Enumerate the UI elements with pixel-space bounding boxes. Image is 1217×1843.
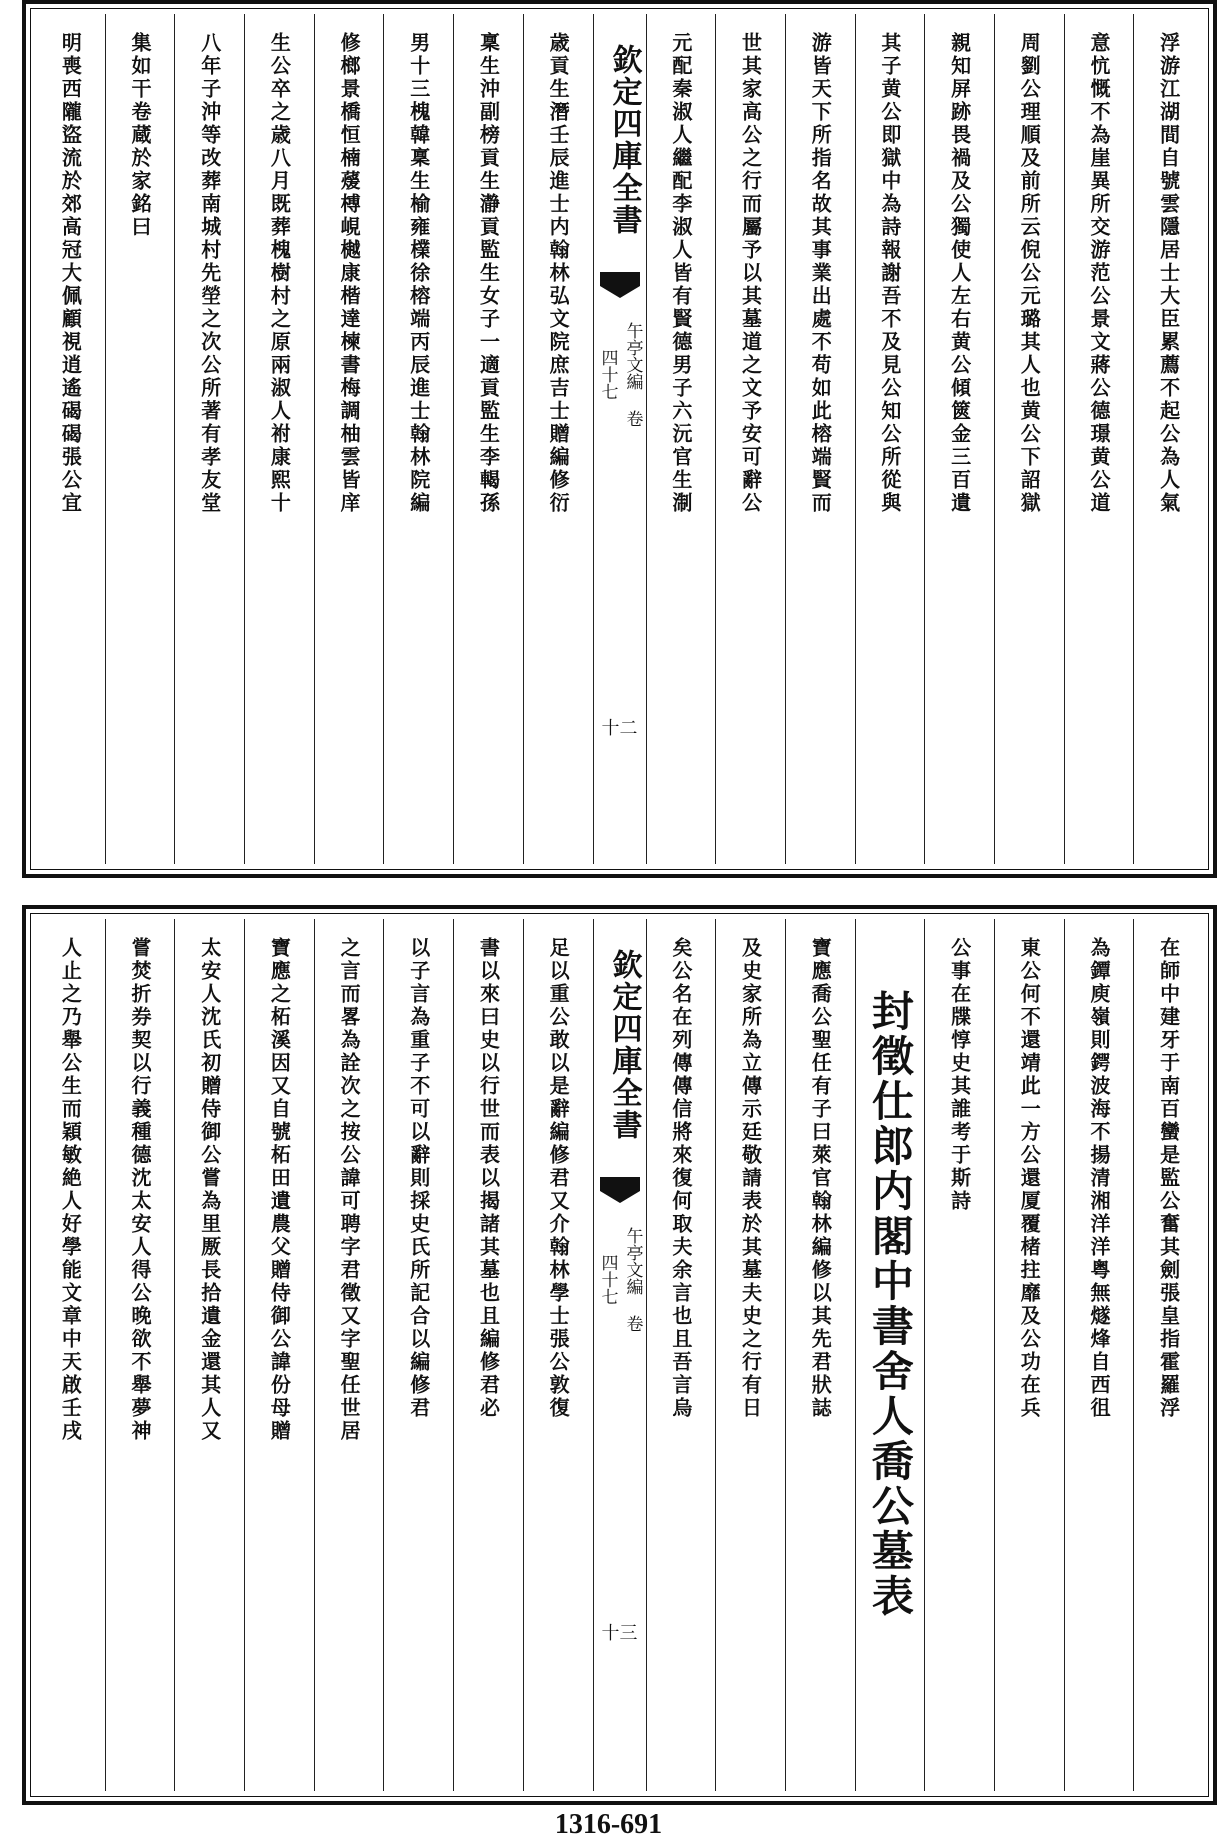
text-column: 修榔景橋恒楠蕿榑峴樾康楷達楝書梅調柚雲皆庠 — [315, 14, 385, 864]
fishtail-mark — [600, 1177, 640, 1203]
text-column: 周劉公理順及前所云倪公元璐其人也黄公下詔獄 — [995, 14, 1065, 864]
text-column: 浮游江湖間自號雲隱居士大臣累薦不起公為人氣 — [1156, 32, 1181, 515]
text-column: 在師中建牙于南百蠻是監公奮其劍張皇指霍羅浮 — [1156, 937, 1181, 1420]
text-column: 為鐔庾嶺則鍔波海不揚清湘洋洋粤無燧烽自西徂 — [1065, 919, 1135, 1791]
volume-label: 午亭文編 卷四十七 — [597, 321, 643, 427]
text-column: 元配秦淑人繼配李淑人皆有賢德男子六沅官生淛 — [647, 14, 717, 864]
center-fold — [594, 919, 647, 1791]
text-column: 其子黄公即獄中為詩報謝吾不及見公知公所從與 — [856, 14, 926, 864]
top-page-columns — [36, 14, 1203, 864]
volume-label: 午亭文編 卷四十七 — [597, 1226, 643, 1332]
page-footer-number: 1316-691 — [554, 1809, 663, 1840]
top-page — [22, 0, 1217, 878]
text-column: 及史家所為立傳示廷敬請表於其墓夫史之行有日 — [716, 919, 786, 1791]
text-column: 生公卒之歳八月既葬槐樹村之原兩淑人祔康熙十 — [245, 14, 315, 864]
text-column: 寶應之柘溪因又自號柘田遺農父贈侍御公諱份母贈 — [245, 919, 315, 1791]
text-column: 集如干卷蔵於家銘曰 — [106, 14, 176, 864]
text-column: 書以來曰史以行世而表以揭諸其墓也且編修君必 — [454, 919, 524, 1791]
leaf-number: 十二 — [601, 718, 638, 739]
bottom-page — [22, 905, 1217, 1805]
bottom-page-columns — [36, 919, 1203, 1791]
center-fold — [594, 14, 647, 864]
text-column: 以子言為重子不可以辭則採史氏所記合以編修君 — [384, 919, 454, 1791]
text-column: 男十三槐韓稟生榆雍檏徐榕端丙辰進士翰林院編 — [384, 14, 454, 864]
text-column: 稟生沖副榜貢生瀞貢監生女子一適貢監生李輵孫 — [454, 14, 524, 864]
book-title: 欽定四庫全書 — [606, 44, 642, 236]
book-title: 欽定四庫全書 — [606, 949, 642, 1141]
text-column: 足以重公敢以是辭編修君又介翰林學士張公敦復 — [524, 919, 594, 1791]
leaf-number: 十三 — [601, 1623, 638, 1644]
text-column: 親知屏跡畏禍及公獨使人左右黄公傾篋金三百遺 — [925, 14, 995, 864]
text-column: 矣公名在列傳傳信將來復何取夫余言也且吾言烏 — [647, 919, 717, 1791]
text-column: 嘗焚折券契以行義種德沈太安人得公晚欲不舉夢神 — [106, 919, 176, 1791]
text-column: 人止之乃舉公生而穎敏絶人好學能文章中天啟壬戌 — [36, 919, 106, 1791]
text-column: 東公何不還靖此一方公還厦覆楮拄靡及公功在兵 — [995, 919, 1065, 1791]
text-column: 八年子沖等改葬南城村先塋之次公所著有孝友堂 — [175, 14, 245, 864]
fishtail-mark — [600, 272, 640, 298]
text-column: 意忼慨不為崖異所交游范公景文蔣公德璟黄公道 — [1065, 14, 1135, 864]
text-column: 歳貢生潛壬辰進士内翰林弘文院庶吉士贈編修衍 — [524, 14, 594, 864]
text-column: 世其家高公之行而屬予以其墓道之文予安可辭公 — [716, 14, 786, 864]
text-column: 游皆天下所指名故其事業出處不苟如此榕端賢而 — [786, 14, 856, 864]
text-column: 明喪西隴盜流於郊高冠大佩顧視逍遙碣碣張公宜 — [36, 14, 106, 864]
text-column: 之言而畧為詮次之按公諱可聘字君徵又字聖任世居 — [315, 919, 385, 1791]
text-column: 太安人沈氏初贈侍御公嘗為里厫長拾遺金還其人又 — [175, 919, 245, 1791]
text-column: 公事在牒惇史其誰考于斯詩 — [925, 919, 995, 1791]
text-column: 寶應喬公聖任有子曰萊官翰林編修以其先君狀誌 — [786, 919, 856, 1791]
section-heading-column: 封徵仕郎内閣中書舍人喬公墓表 — [856, 919, 926, 1791]
